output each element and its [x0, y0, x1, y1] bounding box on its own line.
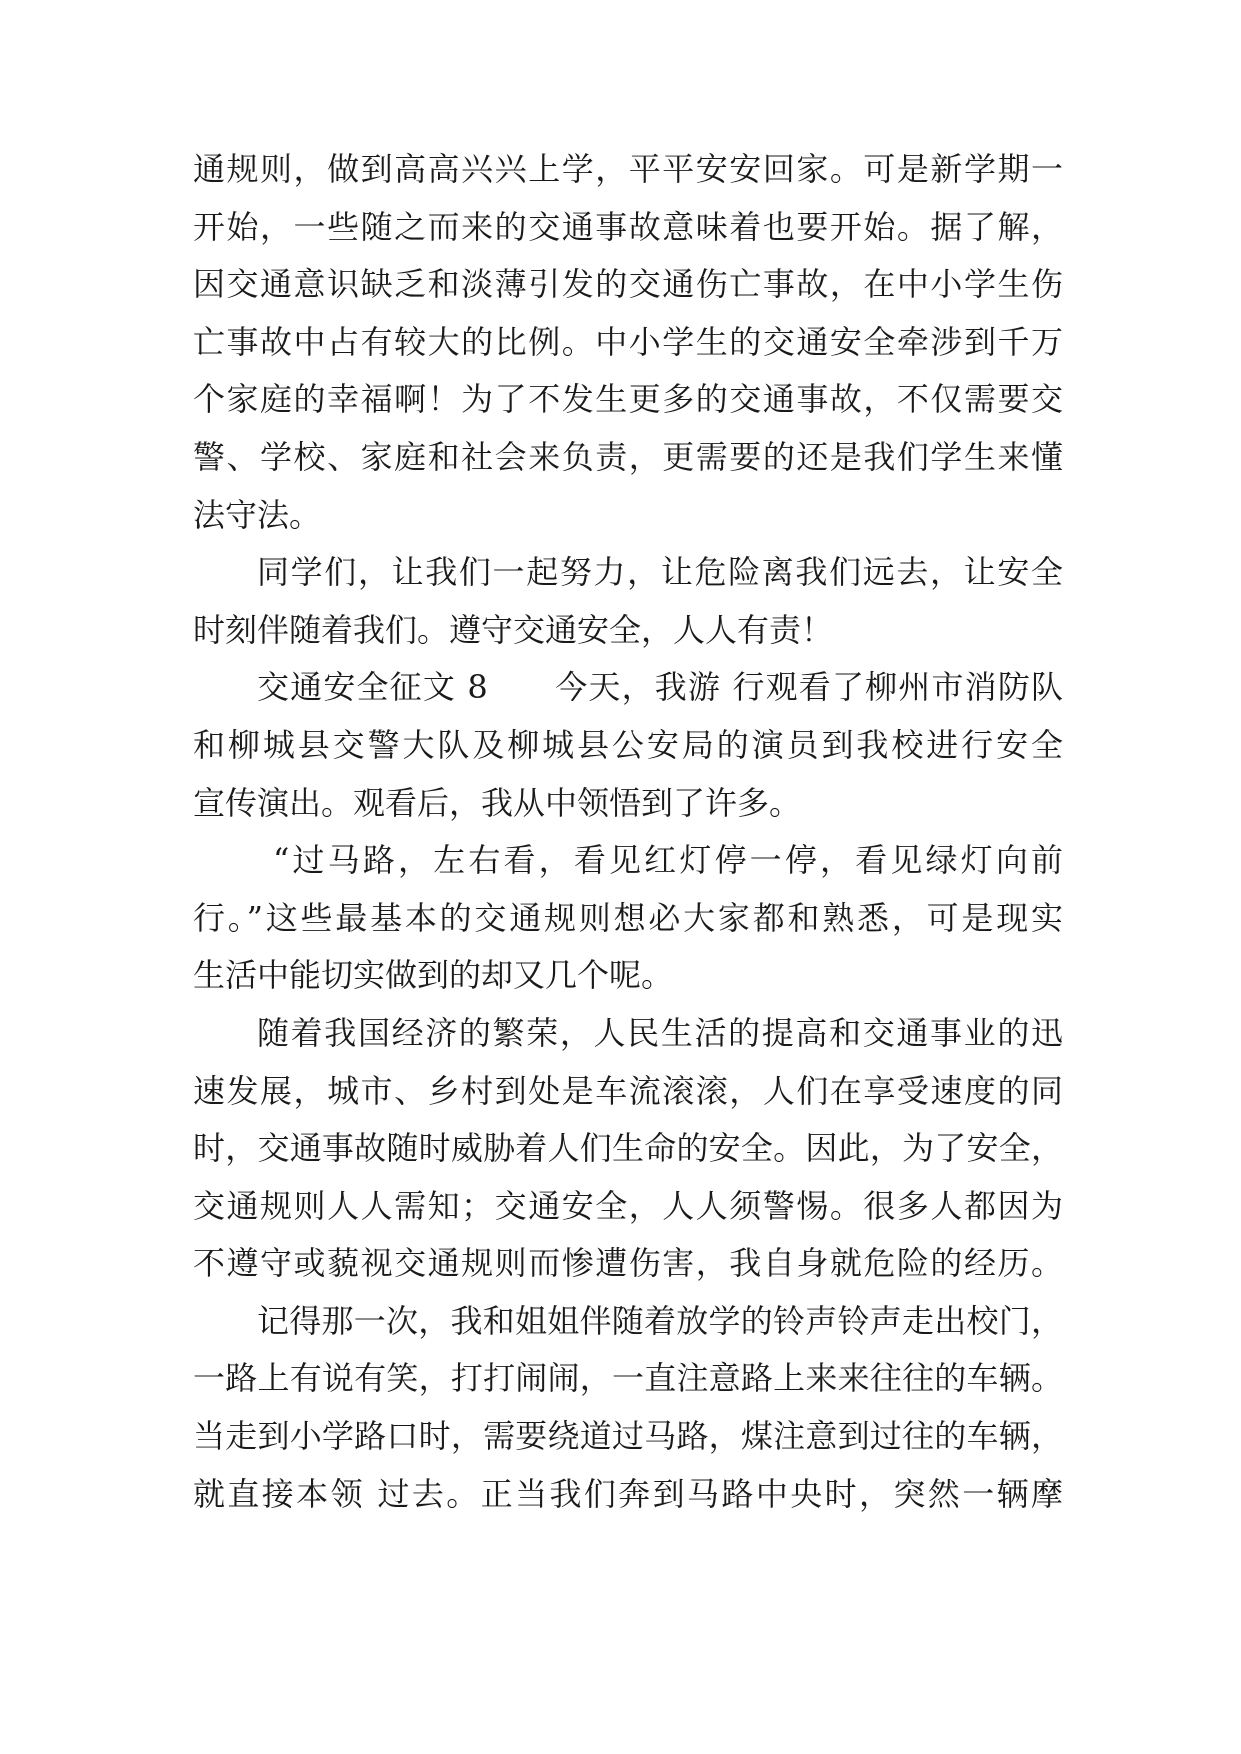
text-line: 亡事故中占有较大的比例。中小学生的交通安全牵涉到千万 [193, 322, 1063, 361]
text-line: 不遵守或藐视交通规则而惨遭伤害，我自身就危险的经历。 [193, 1244, 1063, 1283]
essay-heading-line: 交通安全征文 8 今天，我游 行观看了柳州市消防队 [257, 668, 1063, 707]
text-line: 警、学校、家庭和社会来负责，更需要的还是我们学生来懂 [193, 437, 1063, 476]
text-line: 行。”这些最基本的交通规则想必大家都和熟悉，可是现实 [193, 898, 1063, 937]
text-line: 和柳城县交警大队及柳城县公安局的演员到我校进行安全 [193, 725, 1063, 764]
paragraph-first-line: 随着我国经济的繁荣，人民生活的提高和交通事业的迅 [257, 1013, 1063, 1052]
text-line: 个家庭的幸福啊！为了不发生更多的交通事故，不仅需要交 [193, 380, 1063, 419]
text-line: 交通规则人人需知；交通安全，人人须警惕。很多人都因为 [193, 1186, 1063, 1225]
text-line: 时刻伴随着我们。遵守交通安全，人人有责！ [193, 610, 834, 649]
body-text [193, 141, 1063, 1523]
text-line: 生活中能切实做到的却又几个呢。 [193, 956, 674, 995]
paragraph-first-line: 记得那一次，我和姐姐伴随着放学的铃声铃声走出校门， [257, 1301, 1063, 1340]
paragraph-first-line: 同学们，让我们一起努力，让危险离我们远去，让安全 [257, 553, 1063, 592]
text-line: 宣传演出。观看后，我从中领悟到了许多。 [193, 783, 802, 822]
paragraph-first-line: “过马路，左右看，看见红灯停一停，看见绿灯向前 [273, 841, 1063, 880]
text-line: 时，交通事故随时威胁着人们生命的安全。因此，为了安全， [193, 1129, 1063, 1168]
text-line: 当走到小学路口时，需要绕道过马路，煤注意到过往的车辆， [193, 1417, 1063, 1456]
text-line: 因交通意识缺乏和淡薄引发的交通伤亡事故，在中小学生伤 [193, 265, 1063, 304]
text-line: 就直接本领 过去。正当我们奔到马路中央时，突然一辆摩 [193, 1474, 1063, 1513]
text-line: 开始，一些随之而来的交通事故意味着也要开始。据了解， [193, 207, 1063, 246]
text-line: 速发展，城市、乡村到处是车流滚滚，人们在享受速度的同 [193, 1071, 1063, 1110]
text-line: 通规则，做到高高兴兴上学，平平安安回家。可是新学期一 [193, 150, 1063, 188]
text-line: 法守法。 [193, 495, 322, 534]
text-line: 一路上有说有笑，打打闹闹，一直注意路上来来往往的车辆。 [193, 1359, 1063, 1398]
